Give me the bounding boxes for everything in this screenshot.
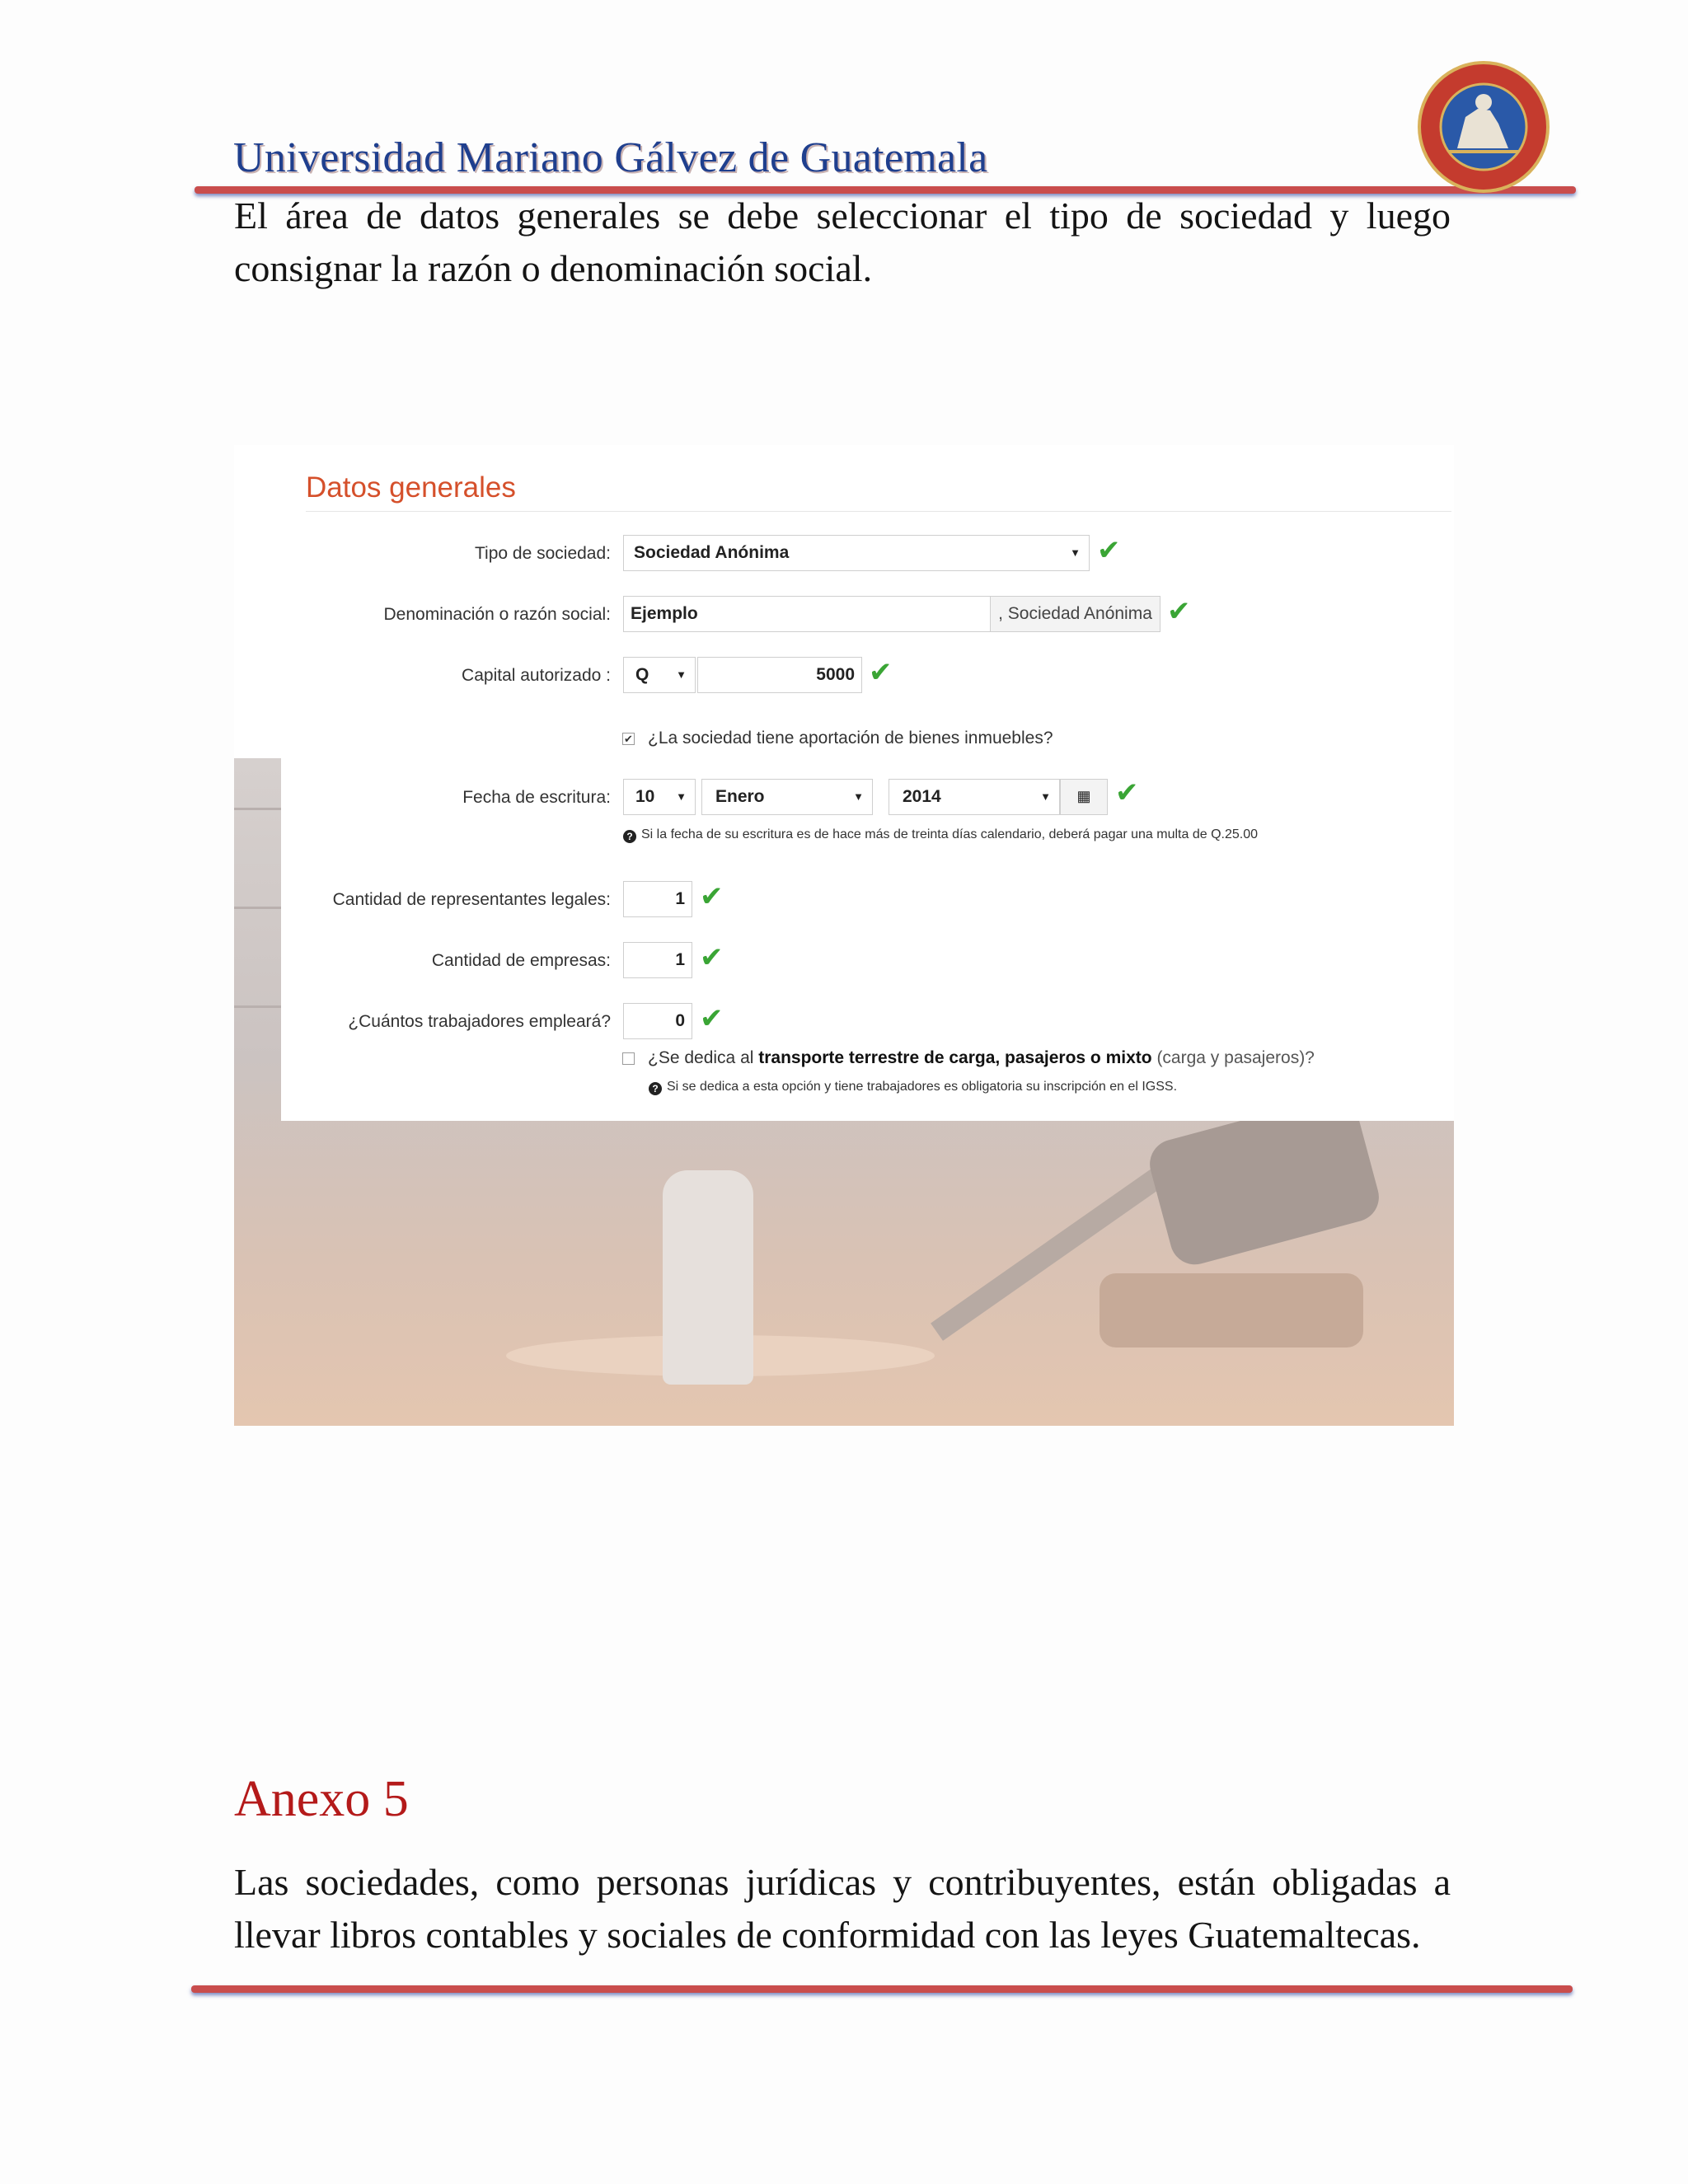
tipo-value: Sociedad Anónima — [634, 543, 790, 562]
trab-value: 0 — [675, 1011, 685, 1030]
chevron-down-icon: ▼ — [676, 790, 687, 803]
transporte-note-text: Si se dedica a esta opción y tiene trabajadores es obligatoria su inscripción en el IGSS. — [667, 1080, 1178, 1094]
tipo-select[interactable] — [623, 535, 1090, 571]
year-select[interactable] — [889, 779, 1060, 815]
emp-input[interactable] — [623, 942, 692, 978]
capital-value: 5000 — [816, 665, 855, 684]
capital-label: Capital autorizado : — [462, 666, 611, 685]
check-icon: ✔ — [1115, 776, 1139, 809]
day-value: 10 — [635, 787, 655, 806]
currency-select[interactable] — [623, 657, 696, 693]
bienes-label: ¿La sociedad tiene aportación de bienes inmuebles? — [648, 729, 1053, 748]
bienes-checkbox[interactable]: ✔ — [622, 733, 635, 745]
calendar-icon[interactable]: ▦ — [1060, 779, 1108, 815]
check-icon: ✔ — [700, 941, 724, 974]
transporte-label: ¿Se dedica al transporte terrestre de carga, pasajeros o mixto (carga y pasajeros)? — [648, 1048, 1315, 1067]
chevron-down-icon: ▼ — [853, 790, 864, 803]
form-screenshot — [234, 445, 1454, 1426]
year-value: 2014 — [903, 787, 941, 806]
chevron-down-icon: ▼ — [1040, 790, 1051, 803]
month-value: Enero — [715, 787, 765, 806]
chevron-down-icon: ▼ — [1070, 546, 1081, 559]
footer-rule — [191, 1985, 1573, 1993]
datos-generales-form — [281, 445, 1454, 1121]
info-icon: ? — [649, 1082, 662, 1095]
trab-label: ¿Cuántos trabajadores empleará? — [348, 1012, 611, 1031]
info-icon: ? — [623, 830, 636, 843]
check-icon: ✔ — [700, 1002, 724, 1035]
trab-input[interactable] — [623, 1003, 692, 1039]
anexo-heading: Anexo 5 — [234, 1771, 409, 1827]
day-select[interactable] — [623, 779, 696, 815]
form-title: Datos generales — [306, 471, 516, 504]
gavel-block — [1100, 1273, 1363, 1347]
anexo-paragraph: Las sociedades, como personas jurídicas y contribuyentes, están obligadas a llevar libros contables y sociales de conformidad con las leyes Guatemaltecas. — [234, 1861, 1451, 1956]
tipo-label: Tipo de sociedad: — [475, 544, 611, 563]
denom-suffix: , Sociedad Anónima — [991, 596, 1160, 632]
denom-input[interactable] — [623, 596, 991, 632]
denom-label: Denominación o razón social: — [383, 605, 611, 624]
rep-value: 1 — [675, 889, 685, 908]
month-select[interactable] — [701, 779, 873, 815]
transporte-note — [649, 1080, 1177, 1095]
check-icon: ✔ — [1097, 534, 1121, 567]
check-icon: ✔ — [700, 880, 724, 913]
background-figure — [663, 1170, 753, 1385]
chevron-down-icon: ▼ — [676, 668, 687, 681]
emp-label: Cantidad de empresas: — [431, 951, 611, 970]
rep-label: Cantidad de representantes legales: — [332, 890, 611, 909]
denom-value: Ejemplo — [631, 604, 698, 623]
check-icon: ✔ — [869, 656, 893, 689]
capital-input[interactable] — [697, 657, 862, 693]
fecha-label: Fecha de escritura: — [462, 788, 611, 807]
university-seal — [1416, 59, 1551, 194]
intro-paragraph: El área de datos generales se debe seleccionar el tipo de sociedad y luego consignar la razón o denominación social. — [234, 194, 1451, 289]
check-icon: ✔ — [1167, 595, 1191, 628]
university-title: Universidad Mariano Gálvez de Guatemala — [233, 134, 988, 181]
emp-value: 1 — [675, 950, 685, 969]
fecha-note-text: Si la fecha de su escritura es de hace más de treinta días calendario, deberá pagar una multa de Q.25.00 — [641, 827, 1259, 841]
transporte-checkbox[interactable] — [622, 1052, 635, 1065]
form-title-rule — [306, 511, 1451, 512]
currency-value: Q — [635, 665, 649, 684]
fecha-note — [623, 827, 1258, 843]
rep-input[interactable] — [623, 881, 692, 917]
